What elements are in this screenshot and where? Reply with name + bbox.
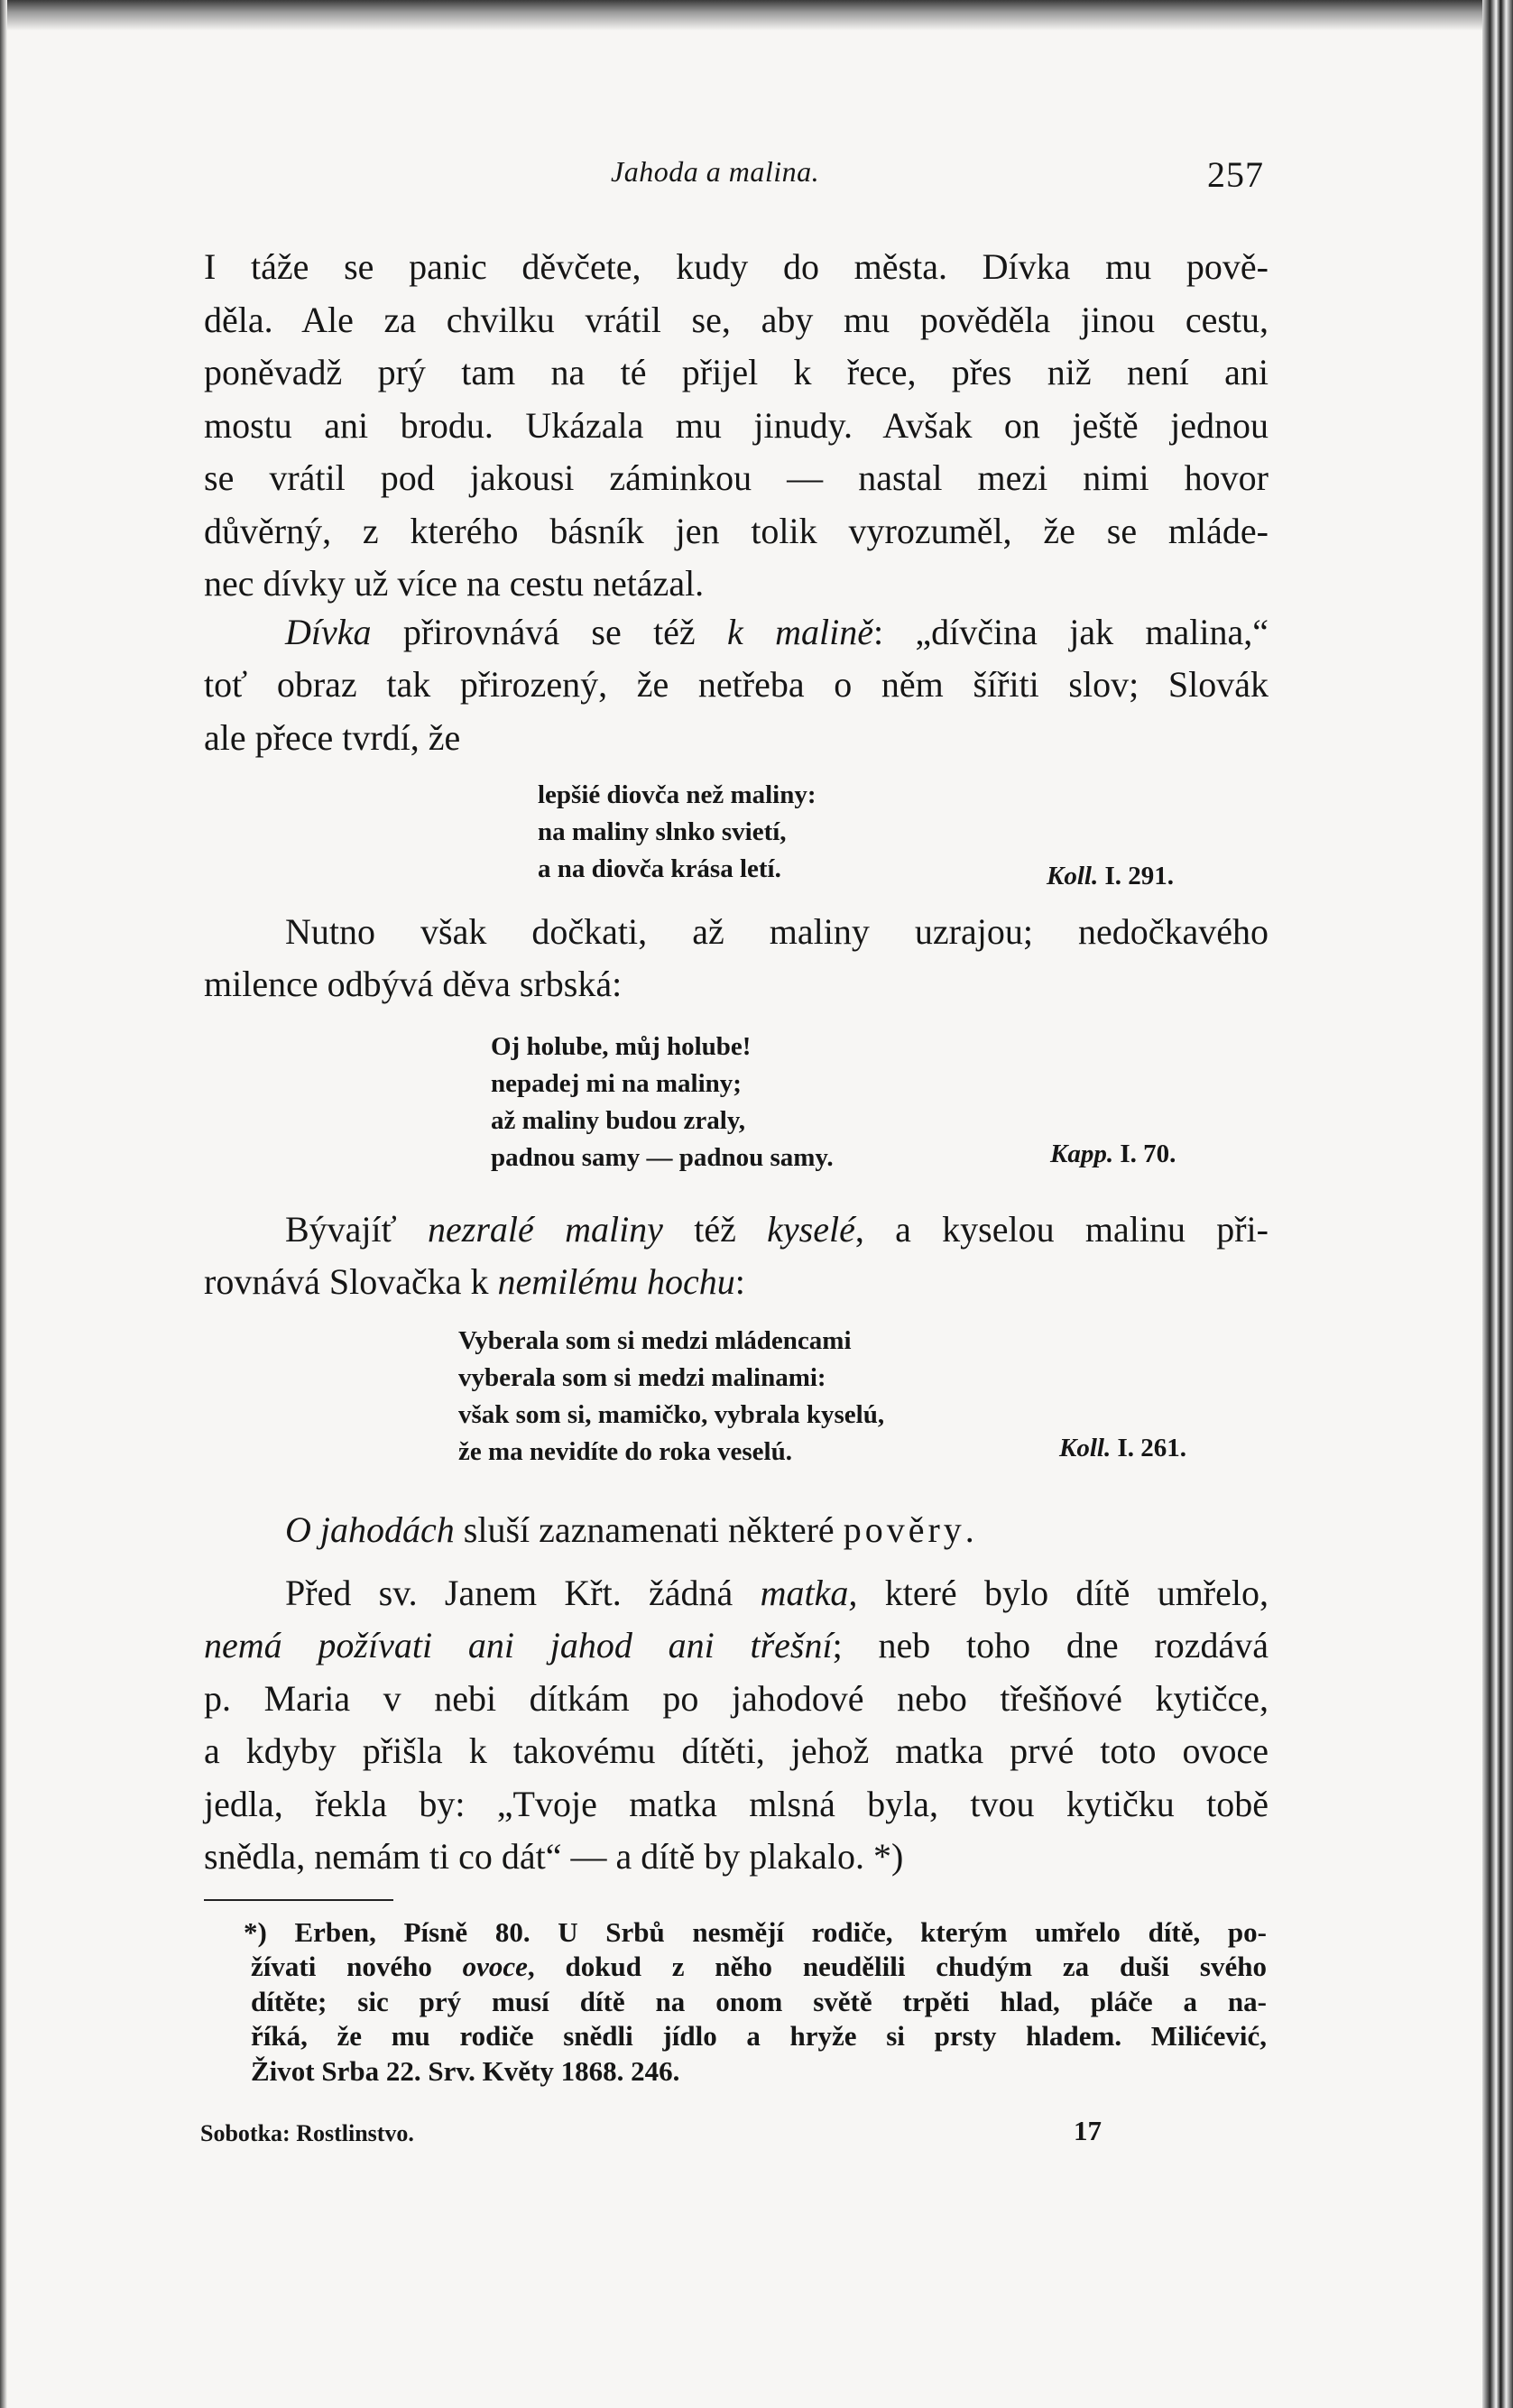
emphasis: nemá požívati ani jahod ani třešní (204, 1625, 833, 1665)
text-run: též (662, 1209, 768, 1250)
text-line (204, 1256, 1269, 1309)
citation-work: Koll. (1047, 862, 1099, 890)
verse-quote-3 (458, 1323, 884, 1471)
text-line: Nutno však dočkati, až maliny uzrajou; nedočkavého (285, 911, 1269, 952)
verse-line: že ma nevidíte do roka veselú. (458, 1437, 792, 1466)
book-spine-edge (1482, 0, 1513, 2408)
citation-work: Koll. (1059, 1434, 1112, 1462)
citation-ref: I. 261. (1111, 1434, 1187, 1462)
text-line: p. Maria v nebi dítkám po jahodové nebo třešňové kytičce, (204, 1678, 1269, 1719)
text-run: Před sv. Janem Křt. žádná (285, 1573, 761, 1613)
emphasis: nezralé maliny (428, 1209, 663, 1250)
footnote-line (251, 1950, 1267, 1985)
text-run: : (734, 1261, 745, 1302)
verse-quote-1 (538, 777, 816, 888)
footnote-divider (204, 1899, 393, 1901)
page-number: 257 (1207, 154, 1264, 195)
citation-work: Kapp. (1050, 1139, 1114, 1168)
text-run: , a kyselou malinu při- (854, 1209, 1269, 1250)
text-run: žívati nového (251, 1951, 463, 1982)
text-line: toť obraz tak přirozený, že netřeba o něm šířiti slov; Slovák (204, 664, 1269, 705)
citation-ref: I. 70. (1113, 1139, 1176, 1168)
scan-left-edge (0, 0, 7, 2408)
text-line: se vrátil pod jakousi záminkou — nastal mezi nimi hovor (204, 457, 1269, 498)
text-line: snědla, nemám ti co dát“ — a dítě by plakalo. *) (204, 1836, 904, 1877)
emphasis: kyselé (767, 1209, 855, 1250)
text-run: rovnává Slovačka k (204, 1261, 498, 1302)
text-line: a kdyby přišla k takovému dítěti, jehož matka prvé toto ovoce (204, 1730, 1269, 1771)
verse-line: na maliny slnko svietí, (538, 817, 787, 846)
text-run: . (964, 1509, 974, 1550)
text-run: , dokud z něho neudělili chudým za duši svého (527, 1951, 1267, 1982)
text-run: které bylo dítě umřelo, (857, 1573, 1269, 1613)
verse-line: lepšié diovča než maliny: (538, 780, 816, 809)
emphasis: k malině (727, 612, 873, 652)
verse-line: nepadej mi na maliny; (491, 1069, 742, 1098)
running-title: Jahoda a malina. (611, 155, 820, 188)
text-run: sluší zaznamenati některé (454, 1509, 844, 1550)
verse-quote-2 (491, 1029, 834, 1176)
text-line (204, 1619, 1269, 1673)
text-line: ale přece tvrdí, že (204, 717, 461, 758)
verse-line: až maliny budou zraly, (491, 1106, 745, 1135)
text-run: : „dívčina jak malina,“ (872, 612, 1269, 652)
text-line: jedla, řekla by: „Tvoje matka mlsná byla, tvou kytičku tobě (204, 1784, 1269, 1824)
text-line: nec dívky už více na cestu netázal. (204, 563, 705, 604)
verse-citation (1059, 1434, 1186, 1463)
text-line: děla. Ale za chvilku vrátil se, aby mu pověděla jinou cestu, (204, 300, 1269, 340)
citation-ref: I. 291. (1098, 862, 1175, 890)
text-run: přirovnává se též (371, 612, 728, 652)
printer-signature: Sobotka: Rostlinstvo. (200, 2120, 414, 2146)
verse-citation (1050, 1139, 1176, 1169)
text-line (285, 1204, 1269, 1257)
text-line: mostu ani brodu. Ukázala mu jinudy. Avšak on ještě jednou (204, 405, 1269, 446)
text-line: poněvadž prý tam na té přijel k řece, přes niž není ani (204, 352, 1269, 392)
text-line (285, 1567, 1269, 1620)
footnote-line: dítěte; sic prý musí dítě na onom světě trpěti hlad, pláče a na- (251, 1986, 1267, 2017)
paragraph-5 (285, 1504, 1269, 1557)
emphasis: matka, (760, 1573, 858, 1613)
emphasis: O jahodách (285, 1509, 455, 1550)
verse-line: Vyberala som si medzi mládencami (458, 1326, 852, 1355)
verse-line: padnou samy — padnou samy. (491, 1143, 834, 1172)
emphasis: Dívka (285, 612, 372, 652)
text-line: I táže se panic děvčete, kudy do města. Dívka mu pově- (204, 246, 1269, 287)
text-run: ; neb toho dne rozdává (832, 1625, 1269, 1665)
sheet-number: 17 (1074, 2115, 1102, 2146)
verse-line: vyberala som si medzi malinami: (458, 1363, 826, 1392)
text-line: důvěrný, z kterého básník jen tolik vyrozuměl, že se mláde- (204, 511, 1269, 551)
emphasis: ovoce (462, 1951, 528, 1982)
verse-line: Oj holube, můj holube! (491, 1032, 752, 1061)
text-line: milence odbývá děva srbská: (204, 964, 623, 1004)
verse-line: však som si, mamičko, vybrala kyselú, (458, 1400, 885, 1429)
text-line (285, 606, 1269, 660)
verse-line: a na diovča krása letí. (538, 854, 781, 883)
footnote-line: Život Srba 22. Srv. Květy 1868. 246. (251, 2055, 680, 2087)
footnote-line: *) Erben, Písně 80. U Srbů nesmějí rodiče, kterým umřelo dítě, po- (244, 1916, 1267, 1948)
text-run: Bývajíť (285, 1209, 429, 1250)
scan-top-edge (0, 0, 1482, 31)
footnote-line: říká, že mu rodiče snědli jídlo a hryže si prsty hladem. Milićević, (251, 2020, 1267, 2052)
spaced-emphasis: pověry (843, 1509, 965, 1550)
verse-citation (1047, 862, 1174, 891)
emphasis: nemilému hochu (497, 1261, 735, 1302)
